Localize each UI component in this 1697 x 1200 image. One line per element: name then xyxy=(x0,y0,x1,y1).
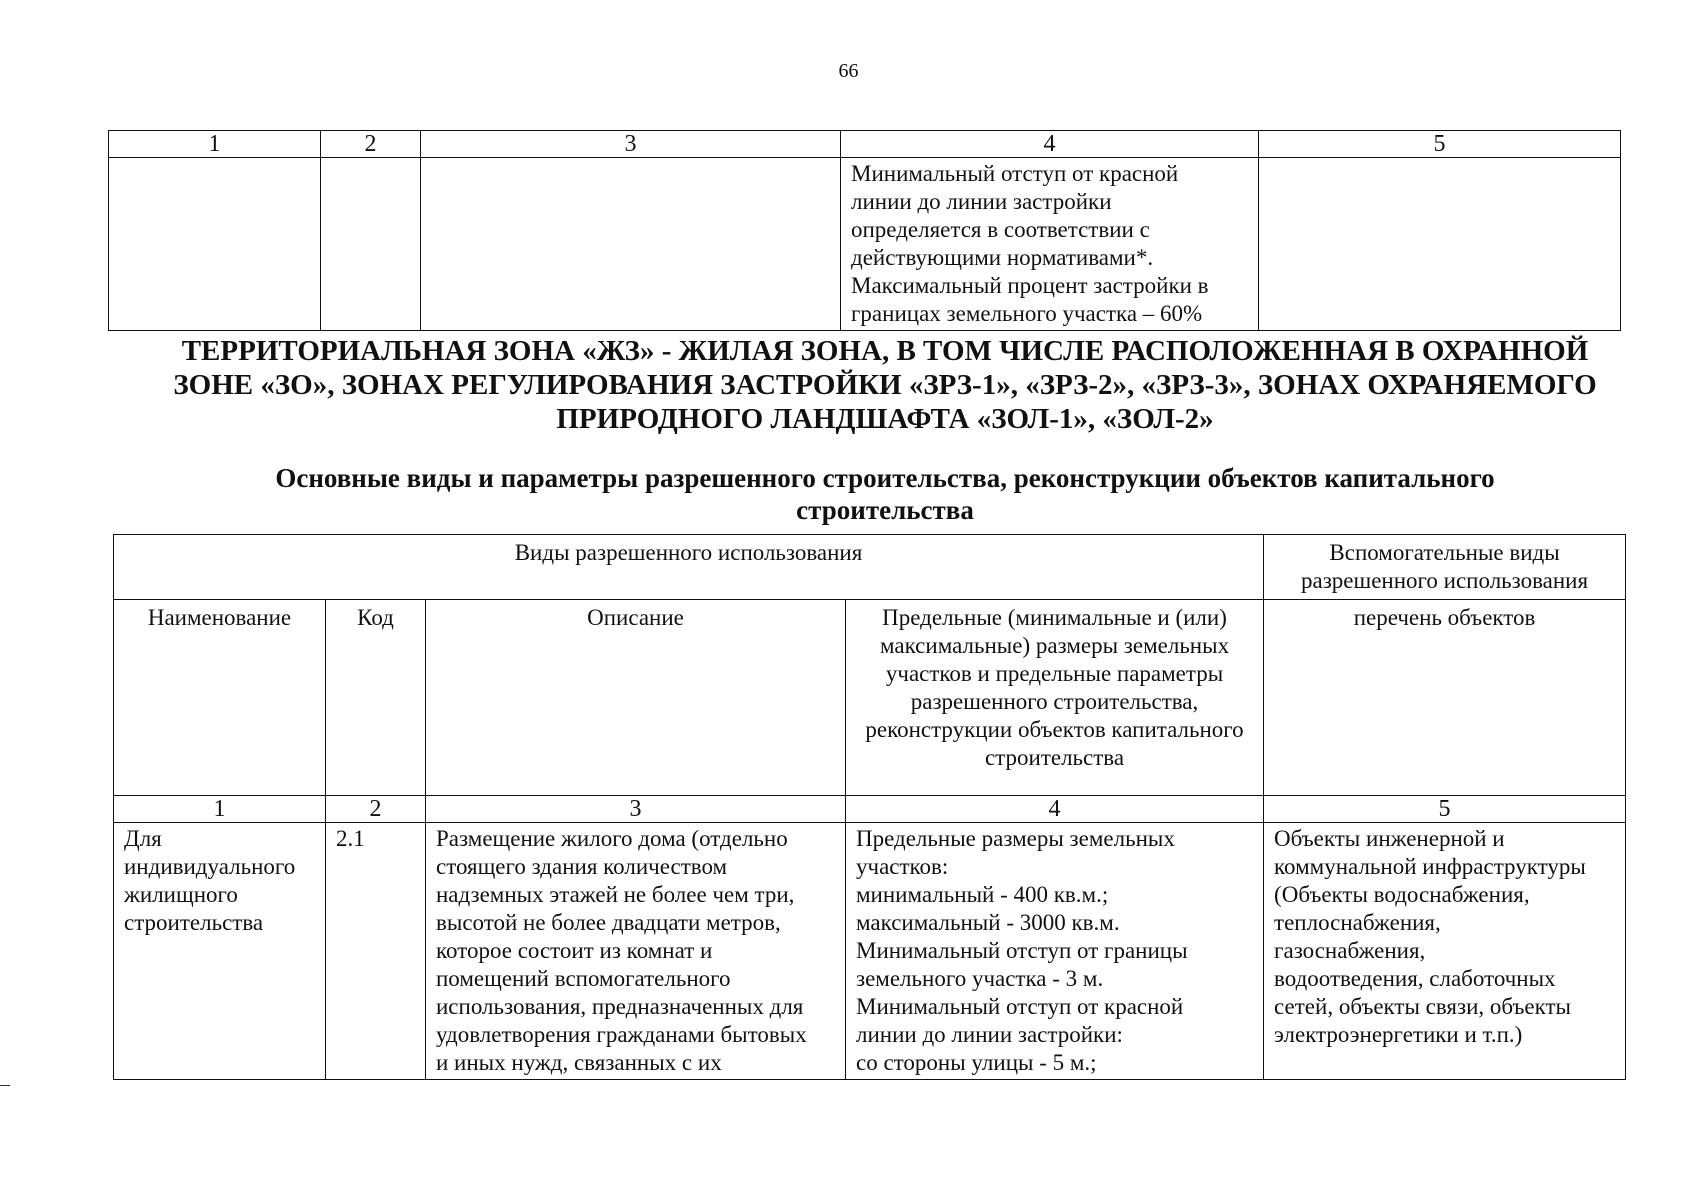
continuation-table xyxy=(108,130,1621,331)
table-row xyxy=(114,823,1626,1080)
column-number: 2 xyxy=(326,796,426,823)
row-description: Размещение жилого дома (отдельно стоящего здания количеством надземных этажей не более чем три, высотой не более двадцати метров, которое состоит из комнат и помещений вспомогательного использования, предназначенных для удовлетворения гражданами бытовых и иных нужд, связанных с их xyxy=(426,823,846,1080)
group-header-row xyxy=(114,535,1626,600)
header-description: Описание xyxy=(426,600,846,796)
header-aux-list: перечень объектов xyxy=(1264,600,1626,796)
column-number: 5 xyxy=(1264,796,1626,823)
header-code: Код xyxy=(326,600,426,796)
zone-title: ТЕРРИТОРИАЛЬНАЯ ЗОНА «ЖЗ» - ЖИЛАЯ ЗОНА, В ТОМ ЧИСЛЕ РАСПОЛОЖЕННАЯ В ОХРАННОЙ ЗОНЕ «ЗО», ЗОНАХ РЕГУЛИРОВАНИЯ ЗАСТРОЙКИ «ЗРЗ-1», «ЗРЗ-2», «ЗРЗ-3», ЗОНАХ ОХРАНЯЕМОГО ПРИРОДНОГО ЛАНДШАФТА «ЗОЛ-1», «ЗОЛ-2» xyxy=(173,335,1597,435)
column-number: 1 xyxy=(114,796,326,823)
row-aux: Объекты инженерной и коммунальной инфраструктуры (Объекты водоснабжения, теплоснабжения, газоснабжения, водоотведения, слаботочных сетей, объекты связи, объекты электроэнергетики и т.п.) xyxy=(1264,823,1626,1080)
section-subtitle: Основные виды и параметры разрешенного строительства, реконструкции объектов капитального строительства xyxy=(275,463,1495,525)
table-row xyxy=(109,158,1621,331)
column-number-row xyxy=(114,796,1626,823)
column-number-row xyxy=(109,131,1621,158)
column-number: 1 xyxy=(109,131,321,158)
aux-header: Вспомогательные виды разрешенного использования xyxy=(1264,535,1626,600)
group-header: Виды разрешенного использования xyxy=(114,535,1264,600)
column-number: 3 xyxy=(426,796,846,823)
table-cell: Минимальный отступ от красной линии до линии застройки определяется в соответствии с действующими нормативами*. Максимальный процент застройки в границах земельного участка – 60% xyxy=(841,158,1259,331)
column-header-row xyxy=(114,600,1626,796)
column-number: 4 xyxy=(841,131,1259,158)
row-name: Для индивидуального жилищного строительства xyxy=(114,823,326,1080)
table-cell xyxy=(1259,158,1621,331)
row-limits: Предельные размеры земельных участков: минимальный - 400 кв.м.; максимальный - 3000 кв.м. Минимальный отступ от границы земельного участка - 3 м. Минимальный отступ от красной линии до линии застройки: со стороны улицы - 5 м.; xyxy=(846,823,1264,1080)
table-cell xyxy=(109,158,321,331)
table-cell xyxy=(421,158,841,331)
header-limits: Предельные (минимальные и (или) максимальные) размеры земельных участков и предельные параметры разрешенного строительства, реконструкции объектов капитального строительства xyxy=(846,600,1264,796)
row-code: 2.1 xyxy=(326,823,426,1080)
column-number: 4 xyxy=(846,796,1264,823)
main-table xyxy=(113,534,1626,1080)
header-name: Наименование xyxy=(114,600,326,796)
page-number: 66 xyxy=(838,60,859,82)
table-cell xyxy=(321,158,421,331)
column-number: 3 xyxy=(421,131,841,158)
column-number: 2 xyxy=(321,131,421,158)
column-number: 5 xyxy=(1259,131,1621,158)
margin-mark xyxy=(0,1085,10,1086)
